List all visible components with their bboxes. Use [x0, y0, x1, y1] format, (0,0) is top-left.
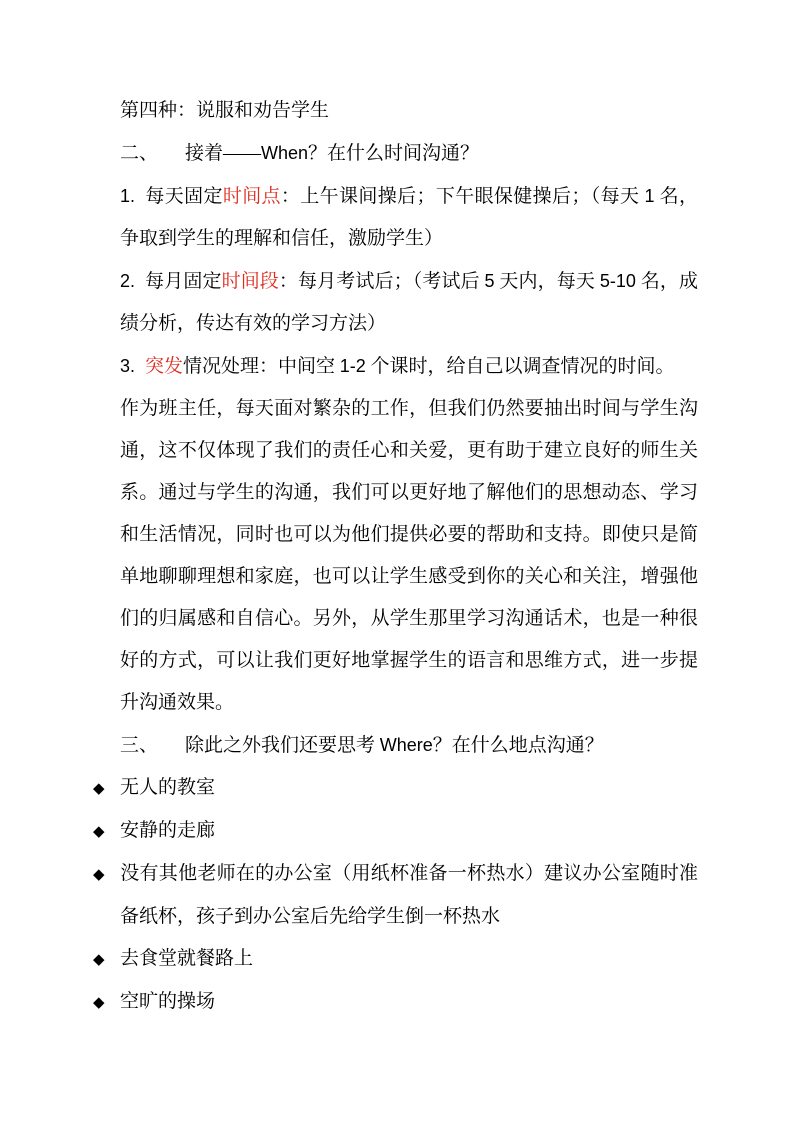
- numbered-item-3: [120, 345, 698, 388]
- item-text: 每天固定: [145, 186, 223, 207]
- bullet-text: 没有其他老师在的办公室（用纸杯准备一杯热水）建议办公室随时准备纸杯，孩子到办公室后先给学生倒一杯热水: [120, 863, 698, 927]
- item-text: 每月固定: [145, 271, 222, 292]
- bullet-text: 安静的走廊: [120, 820, 216, 841]
- title-text: 第四种：说服和劝告学生: [120, 100, 330, 121]
- list-number: 2.: [120, 271, 136, 291]
- item-text-tail: 个课时，给自己以调查情况的时间。: [365, 356, 675, 377]
- diamond-bullet-icon: ◆: [93, 867, 105, 883]
- paragraph-text: 作为班主任，每天面对繁杂的工作，但我们仍然要抽出时间与学生沟通，这不仅体现了我们的责任心和关爱，更有助于建立良好的师生关系。通过与学生的沟通，我们可以更好地了解他们的思想动态、学习和生活情况，同时也可以为他们提供必要的帮助和支持。即使只是简单地聊聊理想和家庭，也可以让学生感受到你的关心和关注，增强他们的归属感和自信心。另外，从学生那里学习沟通话术，也是一种很好的方式，可以让我们更好地掌握学生的语言和思维方式，进一步提升沟通效果。: [120, 398, 698, 713]
- section-heading-where: [120, 724, 698, 767]
- item-text: 天内，每天: [494, 271, 600, 292]
- heading-text-tail: ？在什么时间沟通？: [308, 143, 480, 164]
- section-label: 三、: [120, 735, 159, 756]
- bullet-item-playground: [93, 981, 698, 1024]
- red-highlight: 突发: [145, 356, 184, 377]
- latin-number: 1-2: [339, 356, 366, 376]
- latin-number: 1: [644, 186, 655, 206]
- bullet-item-office: [93, 853, 698, 938]
- diamond-bullet-icon: ◆: [93, 995, 105, 1011]
- numbered-item-2: [120, 260, 698, 345]
- diamond-bullet-icon: ◆: [93, 952, 105, 968]
- latin-number: 5-10: [599, 271, 636, 291]
- latin-word-where: Where: [379, 735, 433, 755]
- latin-word-when: When: [261, 143, 309, 163]
- document-content: [93, 90, 698, 1024]
- list-number: 1.: [120, 186, 136, 206]
- title-line: [120, 90, 698, 132]
- heading-text: 除此之外我们还要思考: [185, 735, 380, 756]
- latin-number: 5: [484, 271, 495, 291]
- list-number: 3.: [120, 356, 136, 376]
- item-text: 情况处理：中间空: [183, 356, 340, 377]
- bullet-text: 空旷的操场: [120, 991, 216, 1012]
- section-label: 二、: [120, 143, 159, 164]
- bullet-text: 无人的教室: [120, 777, 216, 798]
- item-text: ：每月考试后；（考试后: [278, 271, 485, 292]
- diamond-bullet-icon: ◆: [93, 824, 105, 840]
- item-text-tail: 名，争取到学生的理解和信任，激励学生）: [120, 186, 698, 249]
- heading-text: 接着——: [185, 143, 262, 164]
- item-text: ：上午课间操后；下午眼保健操后；（每天: [280, 186, 645, 207]
- heading-text-tail: ？在什么地点沟通？: [432, 735, 604, 756]
- bullet-item-canteen: [93, 938, 698, 981]
- item-text-tail: 名，成绩分析，传达有效的学习方法）: [120, 271, 698, 334]
- bullet-item-corridor: [93, 810, 698, 853]
- body-paragraph: [120, 388, 698, 724]
- bullet-item-classroom: [93, 767, 698, 810]
- diamond-bullet-icon: ◆: [93, 781, 105, 797]
- bullet-text: 去食堂就餐路上: [120, 948, 254, 969]
- red-highlight: 时间点: [222, 186, 281, 207]
- section-heading-when: [120, 132, 698, 175]
- numbered-item-1: [120, 175, 698, 260]
- red-highlight: 时间段: [221, 271, 279, 292]
